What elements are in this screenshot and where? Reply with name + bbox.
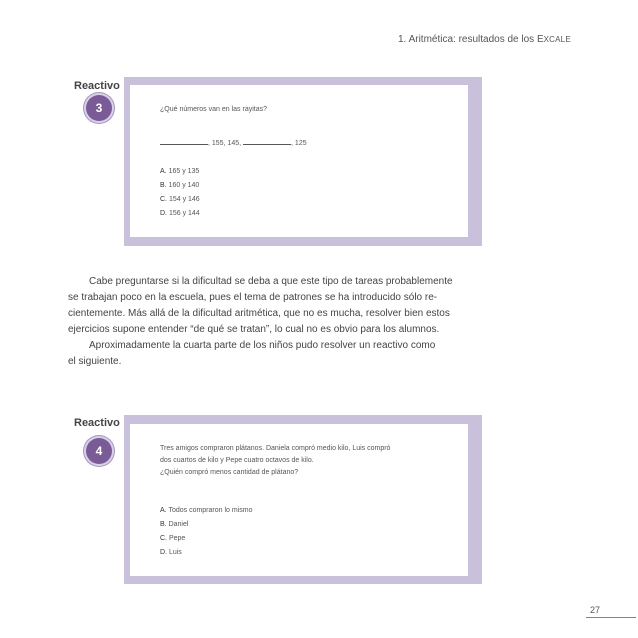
body-line: el siguiente.	[68, 356, 122, 367]
item-number: 4	[95, 444, 103, 458]
body-line: cientemente. Más allá de la dificultad aritmética, que no es mucha, resolver bien estos	[68, 308, 450, 319]
sequence-middle: , 155, 145,	[208, 140, 242, 147]
question-line: Tres amigos compraron plátanos. Daniela compró medio kilo, Luis compró	[160, 445, 391, 452]
running-title-smallcaps: XCALE	[543, 35, 571, 44]
item-number-badge	[86, 438, 112, 464]
option-d: D. Luis	[160, 549, 182, 556]
option-a: A. 165 y 135	[160, 168, 200, 175]
body-line: Cabe preguntarse si la dificultad se deba a que este tipo de tareas probablemente	[89, 276, 453, 287]
body-line: ejercicios supone entender “de qué se tratan”, lo cual no es obvio para los alumnos.	[68, 324, 440, 335]
option-c: C. 154 y 146	[160, 196, 200, 203]
body-text	[68, 274, 492, 370]
item-number-badge	[86, 95, 112, 121]
option-a: A. Todos compraron lo mismo	[160, 507, 253, 514]
question-text: ¿Qué números van en las rayitas?	[160, 106, 267, 113]
question-line: dos cuartos de kilo y Pepe cuatro octavos de kilo.	[160, 457, 314, 464]
answer-blank	[243, 137, 291, 145]
page-number-rule	[586, 617, 636, 618]
item-label: Reactivo	[74, 417, 120, 429]
body-line: Aproximadamente la cuarta parte de los niños pudo resolver un reactivo como	[89, 340, 436, 351]
option-b: B. Daniel	[160, 521, 189, 528]
body-line: se trabajan poco en la escuela, pues el tema de patrones se ha introducido sólo re-	[68, 292, 438, 303]
item-number: 3	[95, 101, 103, 115]
sequence-end: , 125	[291, 140, 307, 147]
option-d: D. 156 y 144	[160, 210, 200, 217]
option-c: C. Pepe	[160, 535, 186, 542]
sequence-line	[160, 137, 307, 149]
running-title-main: 1. Aritmética: resultados de los E	[398, 34, 544, 45]
item-label: Reactivo	[74, 80, 120, 92]
question-line: ¿Quién compró menos cantidad de plátano?	[160, 469, 299, 476]
running-header	[398, 34, 571, 45]
answer-blank	[160, 137, 208, 145]
page-number: 27	[590, 605, 601, 615]
option-b: B. 160 y 140	[160, 182, 200, 189]
